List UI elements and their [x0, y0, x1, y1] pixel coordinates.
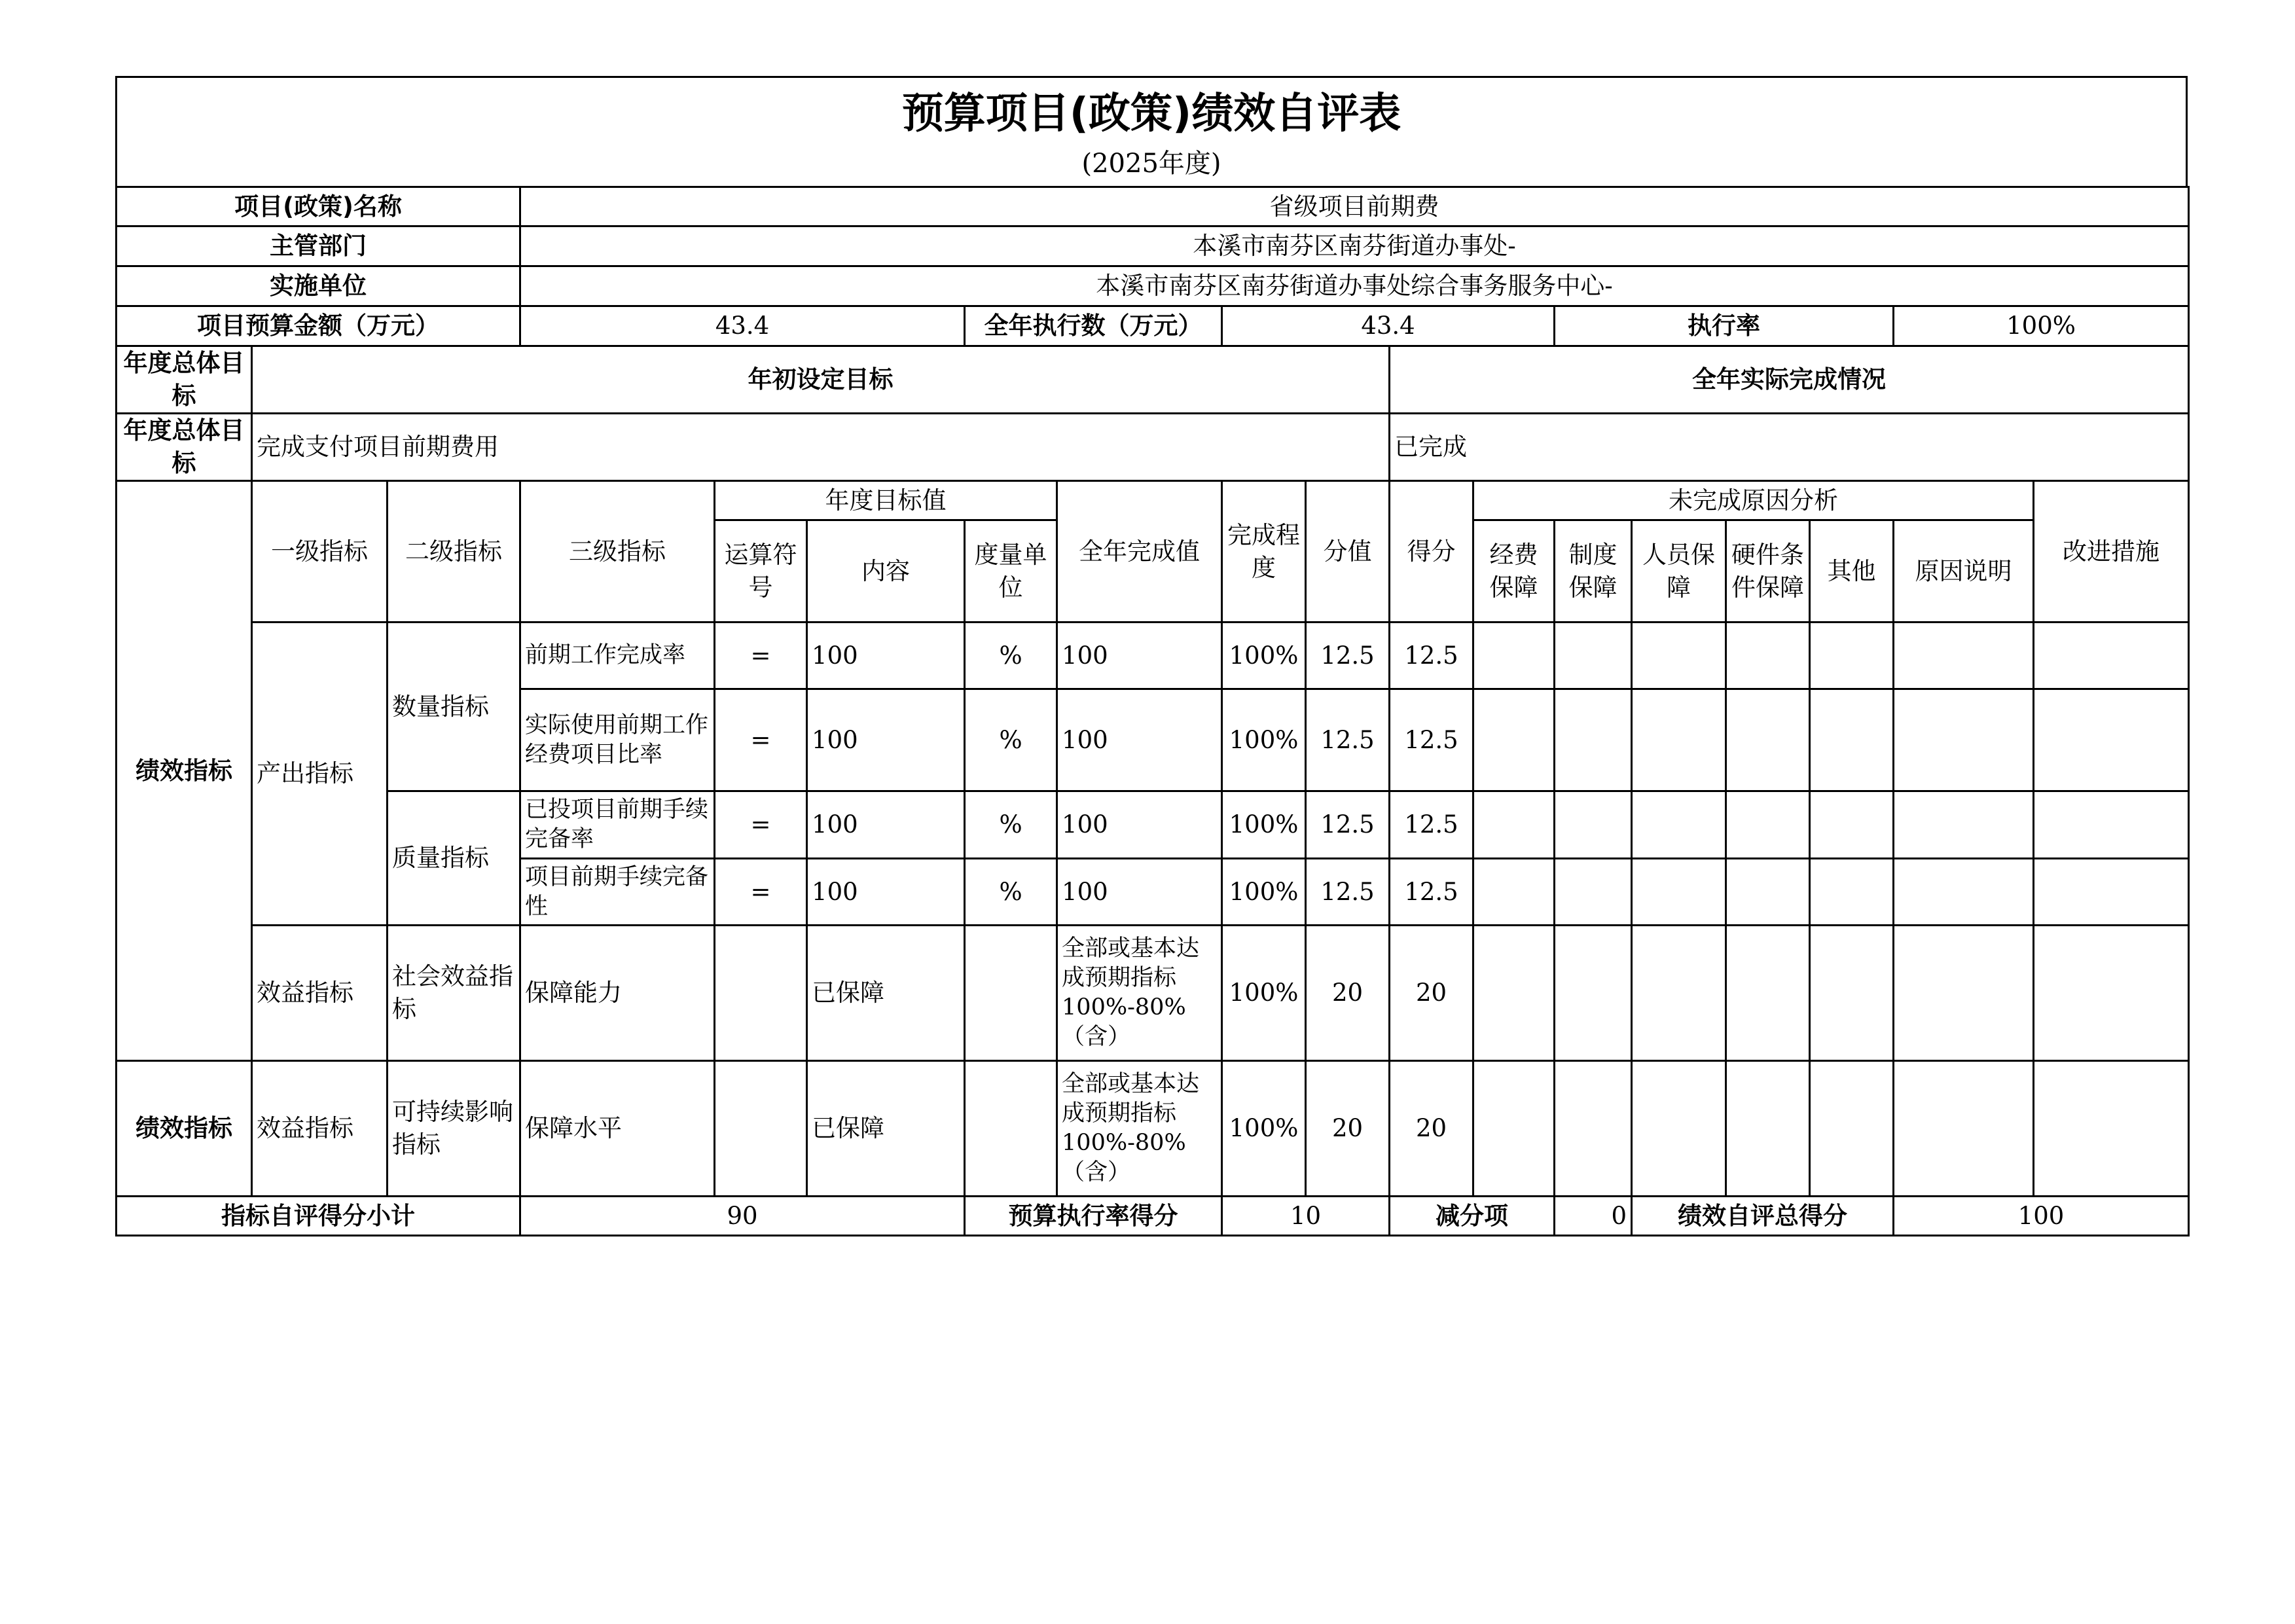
row-footer	[117, 1197, 2189, 1236]
unit-label: 实施单位	[117, 266, 520, 306]
header-funding: 经费保障	[1473, 520, 1555, 623]
level3-cell: 前期工作完成率	[520, 623, 715, 689]
operator-cell: =	[715, 623, 807, 689]
score-cell: 12.5	[1390, 859, 1473, 926]
unit-cell: %	[965, 623, 1057, 689]
row-header-1	[117, 481, 2189, 520]
header-reason-group: 未完成原因分析	[1473, 481, 2034, 520]
level3-cell: 已投项目前期手续完备率	[520, 791, 715, 859]
degree-cell: 100%	[1222, 1061, 1306, 1197]
header-level2: 二级指标	[388, 481, 520, 623]
value-cell: 12.5	[1306, 689, 1390, 791]
content-cell: 100	[807, 623, 965, 689]
output-label: 产出指标	[252, 623, 388, 926]
header-other: 其他	[1810, 520, 1894, 623]
title-block	[115, 76, 2188, 186]
content-cell: 已保障	[807, 926, 965, 1061]
evaluation-sheet	[115, 76, 2188, 1236]
actual-cell: 100	[1057, 791, 1222, 859]
sustain-label: 可持续影响指标	[388, 1061, 520, 1197]
value-cell: 20	[1306, 926, 1390, 1061]
operator-cell	[715, 926, 807, 1061]
perf-label: 绩效指标	[117, 1061, 252, 1197]
operator-cell: =	[715, 859, 807, 926]
deduct-value: 0	[1555, 1197, 1632, 1236]
level3-cell: 保障水平	[520, 1061, 715, 1197]
quantity-label: 数量指标	[388, 623, 520, 791]
level3-cell: 实际使用前期工作经费项目比率	[520, 689, 715, 791]
content-cell: 100	[807, 791, 965, 859]
value-cell: 12.5	[1306, 623, 1390, 689]
page-subtitle: (2025年度)	[1081, 149, 1221, 179]
deduct-label: 减分项	[1390, 1197, 1555, 1236]
budget-value: 43.4	[520, 306, 965, 346]
value-cell: 12.5	[1306, 859, 1390, 926]
goal-set-header: 年初设定目标	[252, 346, 1390, 414]
exec-score-label: 预算执行率得分	[965, 1197, 1222, 1236]
degree-cell: 100%	[1222, 623, 1306, 689]
project-name-label: 项目(政策)名称	[117, 187, 520, 226]
row-budget	[117, 306, 2189, 346]
operator-cell: =	[715, 689, 807, 791]
goal-set-value: 完成支付项目前期费用	[252, 414, 1390, 481]
level3-cell: 项目前期手续完备性	[520, 859, 715, 926]
score-cell: 12.5	[1390, 623, 1473, 689]
header-level1: 一级指标	[252, 481, 388, 623]
content-cell: 100	[807, 859, 965, 926]
benefit-label: 效益指标	[252, 1061, 388, 1197]
operator-cell	[715, 1061, 807, 1197]
header-score-value: 分值	[1306, 481, 1390, 623]
social-label: 社会效益指标	[388, 926, 520, 1061]
operator-cell: =	[715, 791, 807, 859]
header-target-group: 年度目标值	[715, 481, 1057, 520]
header-level3: 三级指标	[520, 481, 715, 623]
unit-cell	[965, 1061, 1057, 1197]
actual-cell: 100	[1057, 859, 1222, 926]
actual-cell: 全部或基本达成预期指标100%-80%（含）	[1057, 926, 1222, 1061]
table-row	[117, 623, 2189, 689]
unit-cell: %	[965, 791, 1057, 859]
unit-cell: %	[965, 859, 1057, 926]
row-unit	[117, 266, 2189, 306]
exec-label: 全年执行数（万元）	[965, 306, 1222, 346]
content-cell: 已保障	[807, 1061, 965, 1197]
unit-cell: %	[965, 689, 1057, 791]
header-score: 得分	[1390, 481, 1473, 623]
header-content: 内容	[807, 520, 965, 623]
rate-value: 100%	[1894, 306, 2189, 346]
row-project-name	[117, 187, 2189, 226]
table-row	[117, 791, 2189, 859]
header-system: 制度保障	[1555, 520, 1632, 623]
dept-value: 本溪市南芬区南芬街道办事处-	[520, 226, 2189, 266]
header-improve: 改进措施	[2034, 481, 2189, 623]
value-cell: 12.5	[1306, 791, 1390, 859]
table-row	[117, 926, 2189, 1061]
score-cell: 20	[1390, 926, 1473, 1061]
budget-label: 项目预算金额（万元）	[117, 306, 520, 346]
page-title: 预算项目(政策)绩效自评表	[901, 90, 1401, 138]
header-unit: 度量单位	[965, 520, 1057, 623]
table-row	[117, 1061, 2189, 1197]
score-cell: 20	[1390, 1061, 1473, 1197]
header-operator: 运算符号	[715, 520, 807, 623]
header-reason-desc: 原因说明	[1894, 520, 2034, 623]
evaluation-table	[115, 186, 2190, 1236]
subtotal-label: 指标自评得分小计	[117, 1197, 520, 1236]
row-goal-header	[117, 346, 2189, 414]
total-value: 100	[1894, 1197, 2189, 1236]
unit-value: 本溪市南芬区南芬街道办事处综合事务服务中心-	[520, 266, 2189, 306]
degree-cell: 100%	[1222, 689, 1306, 791]
header-degree: 完成程度	[1222, 481, 1306, 623]
degree-cell: 100%	[1222, 859, 1306, 926]
actual-cell: 全部或基本达成预期指标100%-80%（含）	[1057, 1061, 1222, 1197]
benefit-label: 效益指标	[252, 926, 388, 1061]
value-cell: 20	[1306, 1061, 1390, 1197]
unit-cell	[965, 926, 1057, 1061]
project-name-value: 省级项目前期费	[520, 187, 2189, 226]
exec-value: 43.4	[1222, 306, 1555, 346]
goal-label: 年度总体目标	[117, 346, 252, 414]
header-personnel: 人员保障	[1632, 520, 1726, 623]
degree-cell: 100%	[1222, 926, 1306, 1061]
goal-label: 年度总体目标	[117, 414, 252, 481]
actual-cell: 100	[1057, 689, 1222, 791]
total-label: 绩效自评总得分	[1632, 1197, 1894, 1236]
rate-label: 执行率	[1555, 306, 1894, 346]
level3-cell: 保障能力	[520, 926, 715, 1061]
score-cell: 12.5	[1390, 689, 1473, 791]
header-hardware: 硬件条件保障	[1726, 520, 1810, 623]
subtotal-value: 90	[520, 1197, 965, 1236]
header-actual: 全年完成值	[1057, 481, 1222, 623]
dept-label: 主管部门	[117, 226, 520, 266]
degree-cell: 100%	[1222, 791, 1306, 859]
score-cell: 12.5	[1390, 791, 1473, 859]
row-goal-value	[117, 414, 2189, 481]
exec-score-value: 10	[1222, 1197, 1390, 1236]
perf-label: 绩效指标	[117, 481, 252, 1061]
content-cell: 100	[807, 689, 965, 791]
goal-actual-header: 全年实际完成情况	[1390, 346, 2189, 414]
row-dept	[117, 226, 2189, 266]
quality-label: 质量指标	[388, 791, 520, 926]
goal-actual-value: 已完成	[1390, 414, 2189, 481]
actual-cell: 100	[1057, 623, 1222, 689]
